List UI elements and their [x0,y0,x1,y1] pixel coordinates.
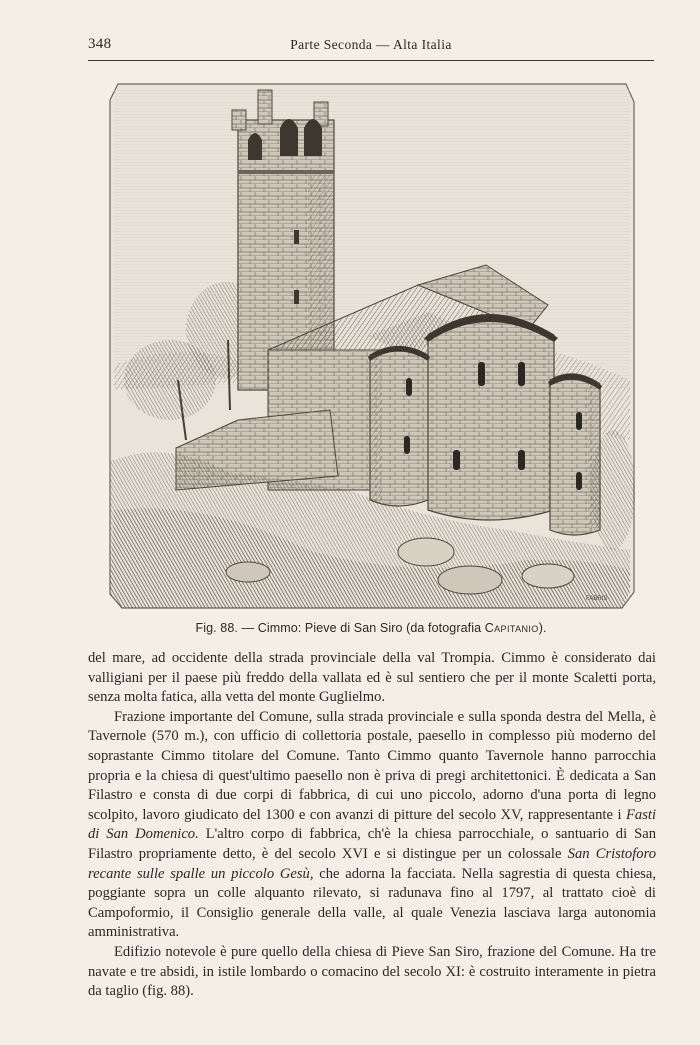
caption-credit: Capitanio [484,621,539,635]
running-title: Parte Seconda — Alta Italia [290,37,452,52]
p2-part-b: L'altro corpo di fabbrica, ch'è la chiesa parrocchiale, o santuario di San Filastro propriamente detto, è del secolo XVI e si distingue per un colossale [88,826,656,862]
header-rule [88,60,654,61]
figure-caption [88,621,654,635]
p2-part-c: che adorna la facciata. Nella sagrestia di questa chiesa, poggiante sopra un colle alquanto rilevato, si radunava fino al 1797, al trattato cioè di Campoformio, il Consiglio generale della valle, al quale Venezia lasciava larga autonomia amministrativa. [88,865,656,941]
page-number: 348 [88,36,112,52]
central-apse [424,314,558,520]
paragraph-2 [88,708,656,943]
engraver-signature: FABRIS [586,596,608,602]
paragraph-3: Edifizio notevole è pure quello della chiesa di Pieve San Siro, frazione del Comune. Ha tre navate e tre absidi, in istile lombardo o comacino del secolo XI: è costruito interamente in pietra da taglio (fig. 88). [88,943,656,1000]
body-text [88,649,656,1002]
church-engraving [108,80,636,612]
p2-italic-fasti: Fasti di San Domenico. [88,806,656,843]
p2-part-a: Frazione importante del Comune, sulla strada provinciale e sulla sponda destra del Mella, è Tavernole (570 m.), con ufficio di collettoria postale, paesello in complesso più moderno del soprastante Cimmo titolare del Comune. Tanto Cimmo quanto Tavernole hanno parrocchia propria e la chiesa di quest'ultimo paesello non è priva di pregi architettonici. È dedicata a San Filastro e consta di due corpi di fabbrica, di cui uno piccolo, adorno d'una porta di legno scolpito, lavoro giudicato del 1300 e con avanzi di pitture del secolo XV, rappresentante i [88,708,656,823]
left-apse [368,346,430,506]
caption-main: Fig. 88. — Cimmo: Pieve di San Siro (da fotografia [195,621,485,635]
paragraph-1: del mare, ad occidente della strada provinciale della val Trompia. Cimmo è considerato dai valligiani per il paese più freddo della vallata ed è sul sentiero che per il monte Scaletti porta, senza molta fatica, alla vetta del monte Guglielmo. [88,650,656,706]
page-header [88,34,654,56]
caption-end: ). [538,621,547,635]
engraving-illustration [108,80,636,612]
p2-italic-cristoforo: San Cristoforo recante sulle spalle un piccolo Gesù, [88,845,657,882]
